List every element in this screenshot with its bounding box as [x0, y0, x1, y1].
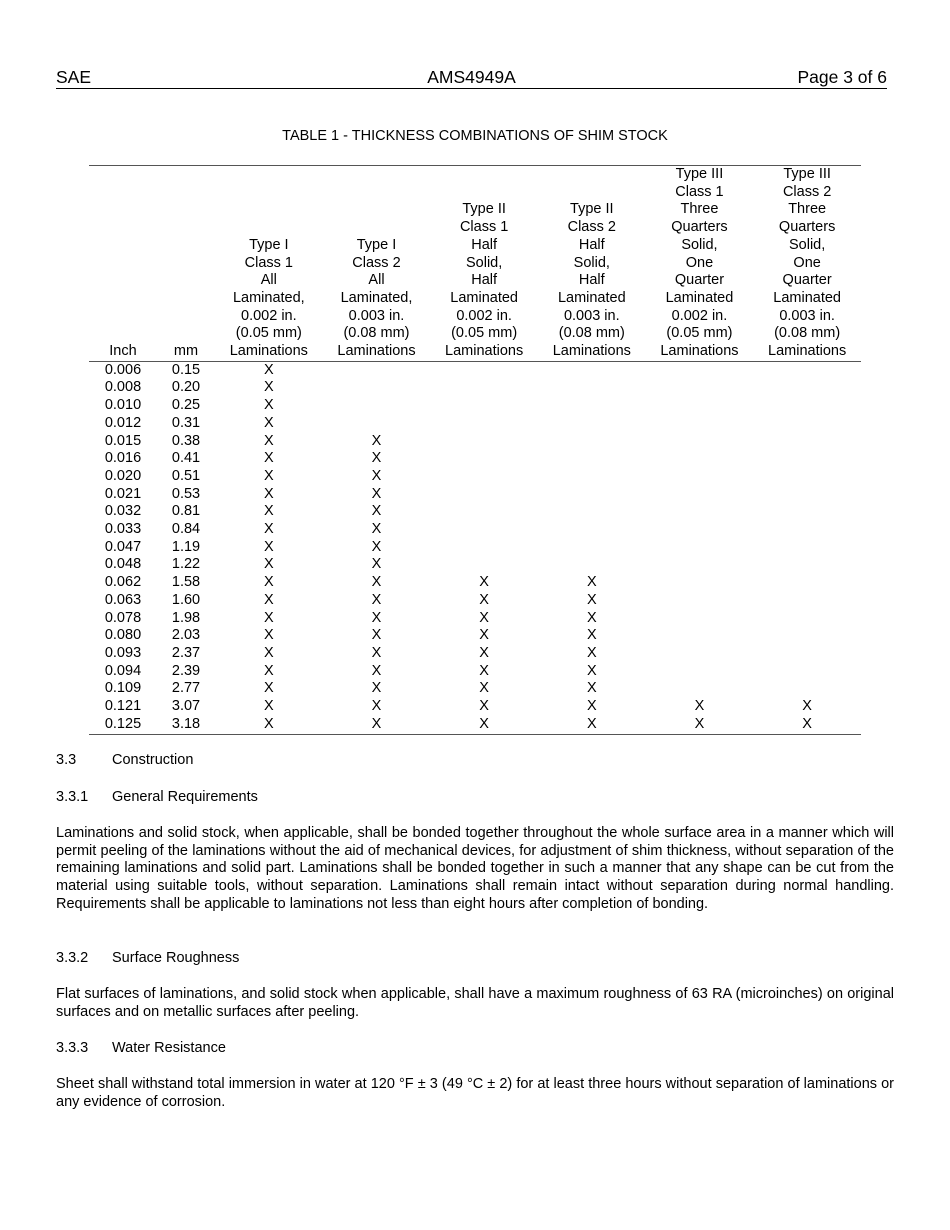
availability-cell: X: [371, 485, 382, 502]
availability-cell: [646, 379, 754, 397]
availability-cell: [430, 361, 538, 379]
availability-cell: [753, 556, 861, 574]
availability-cell: [430, 450, 538, 468]
availability-cell: [430, 433, 538, 451]
thickness-mm-cell: 0.53: [171, 485, 201, 502]
thickness-mm-cell: 3.07: [171, 698, 201, 715]
availability-cell: X: [263, 414, 274, 431]
column-header: [323, 166, 431, 362]
table-row: [89, 556, 861, 574]
availability-cell: [430, 521, 538, 539]
column-header-line: Class 2: [567, 219, 616, 236]
table-row: [89, 592, 861, 610]
thickness-inch-cell: 0.008: [104, 379, 142, 396]
thickness-inch-cell: 0.125: [104, 715, 142, 732]
table-row: [89, 379, 861, 397]
column-header-line: Solid,: [789, 236, 826, 253]
availability-cell: [753, 450, 861, 468]
availability-cell: [753, 663, 861, 681]
availability-cell: X: [263, 574, 274, 591]
column-header-line: Laminations: [337, 343, 416, 360]
column-header-line: One: [793, 254, 821, 271]
thickness-mm-cell: 1.22: [171, 556, 201, 573]
thickness-mm-cell: 0.81: [171, 503, 201, 520]
availability-cell: [323, 397, 431, 415]
availability-cell: [753, 468, 861, 486]
column-header: [753, 166, 861, 362]
thickness-mm-cell: 1.60: [171, 591, 201, 608]
section-3-3-2-body: Flat surfaces of laminations, and solid stock when applicable, shall have a maximum roughness of 63 RA (microinches) on original surfaces and on metallic surfaces after peeling.: [56, 986, 894, 1020]
thickness-inch-cell: 0.006: [104, 361, 142, 378]
column-header-line: Half: [578, 236, 605, 253]
availability-cell: X: [694, 715, 705, 732]
availability-cell: [753, 433, 861, 451]
availability-cell: [538, 556, 646, 574]
availability-cell: X: [371, 609, 382, 626]
availability-cell: X: [479, 591, 489, 608]
availability-cell: [538, 450, 646, 468]
column-header-line: Laminated: [665, 289, 734, 306]
column-header-line: Half: [471, 272, 498, 289]
column-header-line: Three: [788, 201, 827, 218]
table-row: [89, 663, 861, 681]
availability-cell: [753, 521, 861, 539]
availability-cell: X: [586, 574, 597, 591]
column-header-line: Quarter: [674, 272, 725, 289]
table-title: TABLE 1 - THICKNESS COMBINATIONS OF SHIM STOCK: [282, 128, 668, 144]
thickness-mm-cell: 1.98: [171, 609, 201, 626]
availability-cell: X: [263, 538, 274, 555]
column-header-line: Quarter: [782, 272, 832, 289]
availability-cell: [646, 450, 754, 468]
thickness-inch-cell: 0.010: [104, 397, 142, 414]
availability-cell: X: [371, 662, 382, 679]
availability-cell: X: [479, 627, 489, 644]
availability-cell: [430, 556, 538, 574]
table-row: [89, 468, 861, 486]
table-row: [89, 450, 861, 468]
table-row: [89, 627, 861, 645]
column-header-line: Class 1: [244, 254, 293, 271]
availability-cell: X: [263, 467, 274, 484]
availability-cell: [538, 433, 646, 451]
availability-cell: X: [371, 680, 382, 697]
thickness-mm-cell: 2.39: [171, 662, 201, 679]
column-header-line: 0.002 in.: [241, 307, 297, 324]
availability-cell: X: [263, 450, 274, 467]
column-header-line: Laminations: [660, 343, 739, 360]
table-row: [89, 433, 861, 451]
column-header-line: 0.003 in.: [563, 307, 620, 324]
availability-cell: X: [586, 627, 597, 644]
thickness-mm-cell: 3.18: [171, 715, 201, 732]
table-row: [89, 486, 861, 504]
thickness-mm-cell: 0.38: [171, 432, 201, 449]
thickness-mm-cell: 0.20: [171, 379, 201, 396]
availability-cell: X: [802, 698, 812, 715]
thickness-inch-cell: 0.020: [104, 467, 142, 484]
availability-cell: [646, 663, 754, 681]
availability-cell: X: [263, 379, 274, 396]
thickness-inch-cell: 0.033: [104, 521, 142, 538]
thickness-inch-cell: 0.093: [104, 644, 142, 661]
availability-cell: [323, 415, 431, 433]
section-title: Construction: [112, 752, 194, 768]
page-header: [56, 66, 887, 89]
column-header-line: (0.08 mm): [774, 325, 841, 342]
availability-cell: [753, 539, 861, 557]
availability-cell: X: [371, 503, 382, 520]
availability-cell: [646, 433, 754, 451]
availability-cell: X: [263, 662, 274, 679]
availability-cell: X: [371, 538, 382, 555]
availability-cell: X: [586, 680, 597, 697]
availability-cell: X: [263, 609, 274, 626]
thickness-inch-cell: 0.016: [104, 450, 142, 467]
table-row: [89, 645, 861, 663]
availability-cell: [753, 486, 861, 504]
section-3-3-2-heading: [56, 950, 239, 966]
column-header-line: One: [685, 254, 714, 271]
availability-cell: [753, 397, 861, 415]
column-header-line: Laminated,: [232, 289, 305, 306]
availability-cell: [753, 574, 861, 592]
availability-cell: [538, 361, 646, 379]
column-header: [646, 166, 754, 362]
column-header-line: Class 2: [352, 254, 401, 271]
column-header-line: Laminations: [229, 343, 308, 360]
section-title: Surface Roughness: [112, 950, 240, 966]
availability-cell: [646, 610, 754, 628]
availability-cell: X: [586, 715, 597, 732]
availability-cell: X: [263, 680, 274, 697]
availability-cell: [323, 379, 431, 397]
availability-cell: [646, 521, 754, 539]
availability-cell: [753, 592, 861, 610]
column-header-line: 0.003 in.: [348, 307, 405, 324]
table-row: [89, 503, 861, 521]
availability-cell: [323, 361, 431, 379]
availability-cell: X: [586, 698, 597, 715]
thickness-table: [89, 165, 861, 735]
availability-cell: [430, 468, 538, 486]
table-row: [89, 574, 861, 592]
thickness-mm-cell: 0.41: [171, 450, 201, 467]
column-header-line: (0.05 mm): [666, 325, 733, 342]
section-3-3-1-body: Laminations and solid stock, when applicable, shall be bonded together throughout the whole surface area in a manner which will permit peeling of the laminations without the aid of mechanical devices, for adjustment of shim thickness, without separation of the remaining laminations and solid part. Laminations shall be bonded together in such a manner that any shape can be cut from the material using suitable tools, without separation. Laminations shall remain intact without separation during normal handling. Requirements shall be applicable to laminations not less than eight hours after completion of bonding.: [56, 825, 894, 912]
availability-cell: X: [586, 591, 597, 608]
table-row: [89, 521, 861, 539]
availability-cell: X: [479, 715, 489, 732]
availability-cell: [646, 486, 754, 504]
column-header-line: Type I: [356, 236, 397, 253]
availability-cell: X: [263, 485, 274, 502]
section-number: 3.3.2: [56, 950, 89, 966]
column-header-line: Three: [680, 201, 719, 218]
table-row: [89, 397, 861, 415]
header-doc-number: AMS4949A: [427, 67, 516, 87]
thickness-inch-cell: 0.109: [104, 680, 142, 697]
thickness-inch-cell: 0.048: [104, 556, 142, 573]
column-header: [538, 166, 646, 362]
availability-cell: X: [263, 591, 274, 608]
thickness-mm-cell: 0.51: [171, 467, 201, 484]
thickness-inch-cell: 0.080: [104, 627, 142, 644]
availability-cell: X: [371, 432, 382, 449]
column-header-line: Laminations: [552, 343, 631, 360]
availability-cell: X: [371, 627, 382, 644]
availability-cell: [646, 503, 754, 521]
availability-cell: X: [263, 644, 274, 661]
availability-cell: X: [371, 556, 382, 573]
availability-cell: X: [263, 698, 274, 715]
availability-cell: X: [263, 627, 274, 644]
column-header-line: Class 1: [459, 219, 509, 236]
availability-cell: [646, 592, 754, 610]
section-number: 3.3.1: [56, 789, 89, 805]
thickness-inch-cell: 0.015: [104, 432, 142, 449]
thickness-inch-cell: 0.063: [104, 591, 142, 608]
availability-cell: X: [479, 609, 489, 626]
thickness-inch-cell: 0.021: [104, 485, 142, 502]
availability-cell: X: [263, 715, 274, 732]
column-header-line: Class 1: [675, 183, 724, 200]
availability-cell: X: [479, 698, 489, 715]
section-3-3-heading: [56, 752, 193, 768]
header-page-number: Page 3 of 6: [797, 67, 887, 87]
availability-cell: X: [802, 715, 812, 732]
availability-cell: X: [371, 591, 382, 608]
availability-cell: [753, 379, 861, 397]
column-header: [430, 166, 538, 362]
column-header-line: Half: [471, 236, 498, 253]
section-3-3-1-heading: [56, 789, 258, 805]
availability-cell: [646, 556, 754, 574]
availability-cell: [646, 415, 754, 433]
section-title: General Requirements: [112, 789, 258, 805]
table-row: [89, 698, 861, 716]
availability-cell: X: [371, 698, 382, 715]
column-header-line: Laminations: [768, 343, 847, 360]
availability-cell: [646, 680, 754, 698]
availability-cell: X: [586, 609, 597, 626]
availability-cell: X: [263, 397, 274, 414]
column-header-line: Type I: [249, 236, 289, 253]
table-row: [89, 610, 861, 628]
header-org: SAE: [56, 67, 92, 87]
table-body: [89, 361, 861, 734]
availability-cell: [430, 397, 538, 415]
availability-cell: X: [263, 361, 274, 378]
availability-cell: [646, 361, 754, 379]
column-header-line: Solid,: [466, 254, 503, 271]
availability-cell: [538, 468, 646, 486]
availability-cell: [430, 486, 538, 504]
availability-cell: [753, 610, 861, 628]
availability-cell: [538, 486, 646, 504]
availability-cell: X: [479, 644, 489, 661]
column-header-line: (0.08 mm): [343, 325, 410, 342]
availability-cell: [430, 539, 538, 557]
availability-cell: [646, 397, 754, 415]
availability-cell: [538, 397, 646, 415]
availability-cell: X: [371, 467, 382, 484]
availability-cell: [538, 539, 646, 557]
table-row: [89, 680, 861, 698]
availability-cell: [430, 415, 538, 433]
thickness-mm-cell: 2.77: [171, 680, 201, 697]
availability-cell: X: [371, 521, 382, 538]
column-header-line: (0.08 mm): [558, 325, 625, 342]
column-header-line: (0.05 mm): [451, 325, 518, 342]
availability-cell: [430, 503, 538, 521]
column-header-line: mm: [173, 343, 199, 360]
thickness-inch-cell: 0.062: [104, 574, 142, 591]
availability-cell: [753, 680, 861, 698]
thickness-mm-cell: 2.03: [171, 627, 201, 644]
availability-cell: X: [263, 521, 274, 538]
column-header-line: 0.003 in.: [779, 307, 835, 324]
section-number: 3.3: [56, 752, 77, 768]
table-header-row: [89, 166, 861, 362]
column-header-line: All: [368, 272, 385, 289]
availability-cell: [646, 468, 754, 486]
thickness-inch-cell: 0.078: [104, 609, 142, 626]
section-title: Water Resistance: [112, 1040, 226, 1056]
column-header-line: Type III: [675, 166, 724, 182]
column-header-line: Quarters: [778, 219, 836, 236]
availability-cell: [646, 645, 754, 663]
availability-cell: [753, 645, 861, 663]
availability-cell: X: [479, 662, 489, 679]
table-row: [89, 716, 861, 734]
availability-cell: [538, 503, 646, 521]
thickness-inch-cell: 0.012: [104, 414, 142, 431]
column-header: [89, 166, 157, 362]
column-header-line: Quarters: [671, 219, 728, 236]
column-header: [157, 166, 215, 362]
table-row: [89, 415, 861, 433]
column-header-line: Type II: [462, 201, 506, 218]
section-3-3-3-heading: [56, 1040, 226, 1056]
table-row: [89, 539, 861, 557]
availability-cell: [753, 361, 861, 379]
column-header-line: Class 2: [782, 183, 832, 200]
availability-cell: [538, 521, 646, 539]
availability-cell: X: [371, 644, 382, 661]
thickness-inch-cell: 0.121: [104, 698, 142, 715]
availability-cell: [538, 415, 646, 433]
thickness-mm-cell: 2.37: [171, 644, 201, 661]
availability-cell: [646, 539, 754, 557]
availability-cell: X: [263, 503, 274, 520]
thickness-inch-cell: 0.094: [104, 662, 142, 679]
availability-cell: [646, 627, 754, 645]
availability-cell: X: [479, 680, 489, 697]
availability-cell: [753, 503, 861, 521]
availability-cell: [753, 415, 861, 433]
column-header-line: Laminated: [557, 289, 626, 306]
table-row: [89, 361, 861, 379]
column-header-line: 0.002 in.: [456, 307, 512, 324]
thickness-mm-cell: 1.58: [171, 574, 201, 591]
column-header-line: Type III: [783, 166, 831, 182]
availability-cell: [753, 627, 861, 645]
availability-cell: [538, 379, 646, 397]
column-header-line: Solid,: [573, 254, 610, 271]
availability-cell: [430, 379, 538, 397]
availability-cell: [646, 574, 754, 592]
section-number: 3.3.3: [56, 1040, 89, 1056]
column-header-line: (0.05 mm): [235, 325, 302, 342]
column-header-line: Solid,: [681, 236, 718, 253]
availability-cell: X: [694, 698, 705, 715]
column-header-line: Half: [578, 272, 605, 289]
thickness-mm-cell: 0.25: [171, 397, 201, 414]
column-header-line: Laminated: [450, 289, 518, 306]
thickness-mm-cell: 1.19: [171, 538, 201, 555]
thickness-mm-cell: 0.15: [171, 361, 201, 378]
availability-cell: X: [371, 715, 382, 732]
column-header-line: All: [260, 272, 277, 289]
availability-cell: X: [371, 450, 382, 467]
column-header-line: Laminated,: [340, 289, 413, 306]
availability-cell: X: [371, 574, 382, 591]
availability-cell: X: [263, 432, 274, 449]
thickness-inch-cell: 0.047: [104, 538, 142, 555]
thickness-mm-cell: 0.84: [171, 521, 201, 538]
availability-cell: X: [586, 662, 597, 679]
column-header-line: Inch: [109, 343, 137, 360]
availability-cell: X: [263, 556, 274, 573]
column-header-line: Laminations: [445, 343, 524, 360]
availability-cell: X: [586, 644, 597, 661]
column-header-line: 0.002 in.: [671, 307, 728, 324]
thickness-inch-cell: 0.032: [104, 503, 142, 520]
thickness-mm-cell: 0.31: [171, 414, 201, 431]
column-header: [215, 166, 323, 362]
availability-cell: X: [479, 574, 489, 591]
section-3-3-3-body: Sheet shall withstand total immersion in water at 120 °F ± 3 (49 °C ± 2) for at least three hours without separation of laminations or any evidence of corrosion.: [56, 1076, 894, 1110]
column-header-line: Type II: [570, 201, 614, 218]
column-header-line: Laminated: [773, 289, 841, 306]
